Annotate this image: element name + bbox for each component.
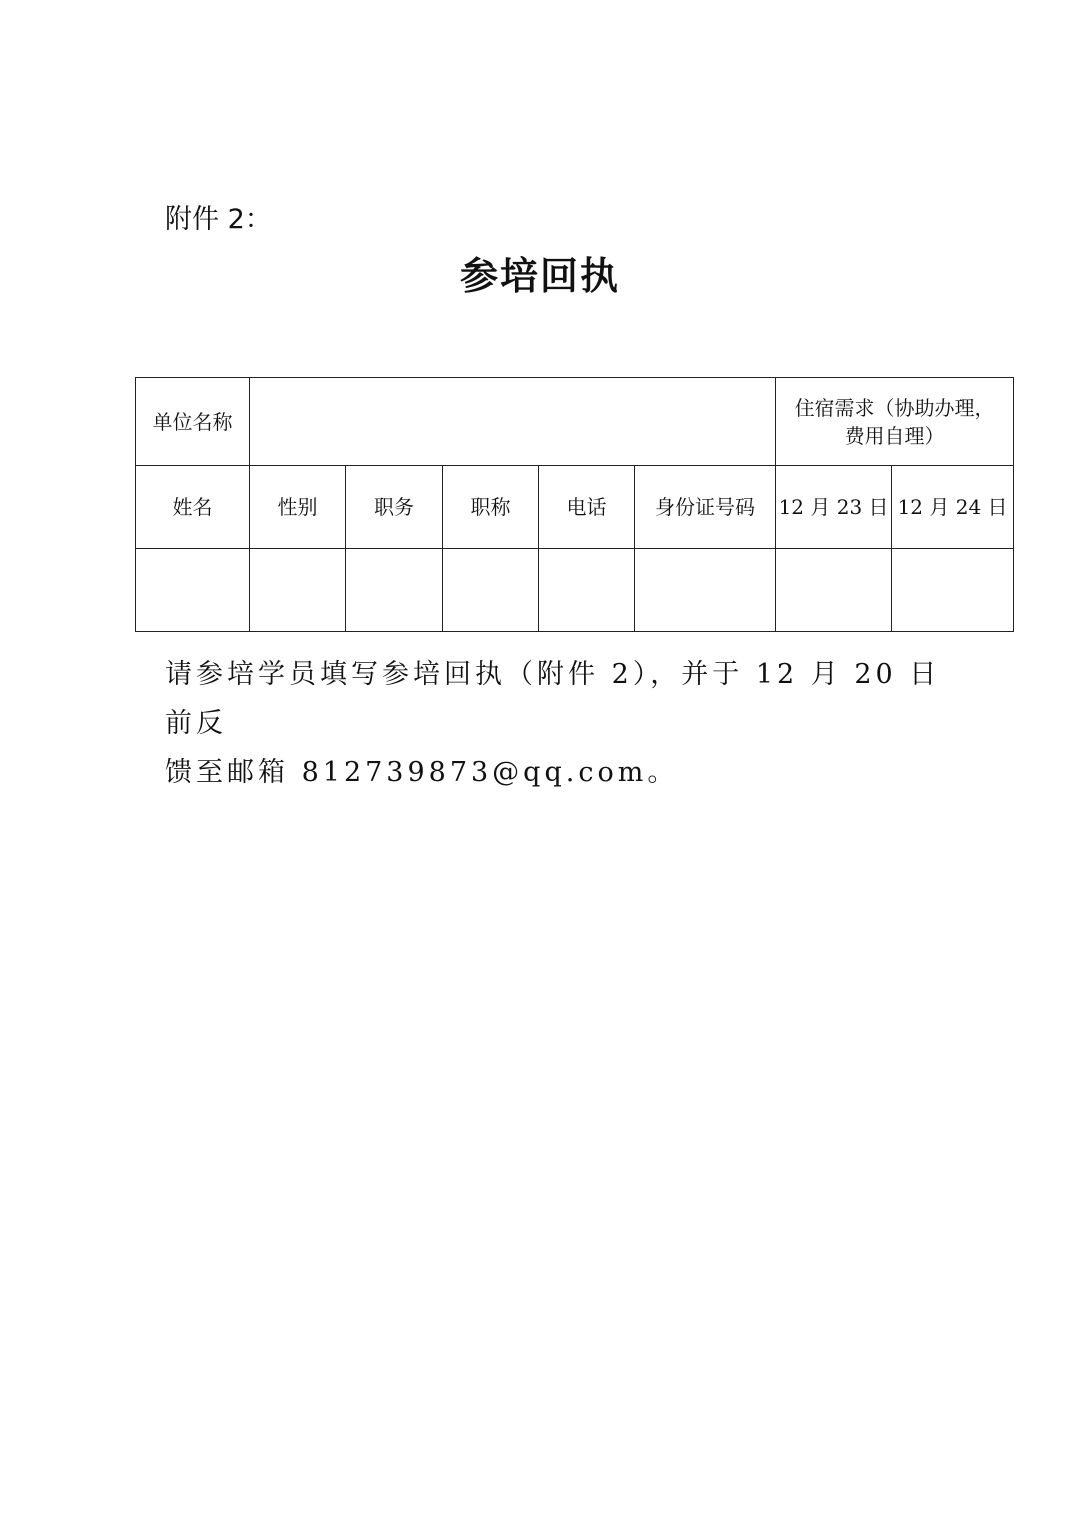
notice-line-1: 请参培学员填写参培回执（附件 2），并于 12 月 20 日前反: [165, 659, 941, 739]
dec-23-field[interactable]: [776, 549, 892, 632]
submission-notice: [165, 650, 945, 797]
name-field[interactable]: [136, 549, 250, 632]
header-id-number: 身份证号码: [635, 466, 776, 549]
receipt-table: [135, 377, 1014, 632]
gender-field[interactable]: [250, 549, 346, 632]
header-phone: 电话: [539, 466, 635, 549]
header-dec-23: 12 月 23 日: [776, 466, 892, 549]
notice-line-2: 馈至邮箱 812739873@qq.com。: [165, 757, 679, 788]
unit-name-label: 单位名称: [136, 378, 250, 466]
unit-row: [136, 378, 1014, 466]
position-field[interactable]: [346, 549, 443, 632]
document-title: 参培回执: [459, 254, 620, 298]
lodging-need-label-line2: 费用自理）: [844, 423, 945, 448]
phone-field[interactable]: [539, 549, 635, 632]
header-gender: 性别: [250, 466, 346, 549]
column-header-row: [136, 466, 1014, 549]
header-title: 职称: [443, 466, 539, 549]
title-field[interactable]: [443, 549, 539, 632]
unit-name-field[interactable]: [250, 378, 776, 466]
lodging-need-label: [776, 378, 1014, 466]
table-row: [136, 549, 1014, 632]
header-position: 职务: [346, 466, 443, 549]
dec-24-field[interactable]: [892, 549, 1014, 632]
id-number-field[interactable]: [635, 549, 776, 632]
header-dec-24: 12 月 24 日: [892, 466, 1014, 549]
header-name: 姓名: [136, 466, 250, 549]
lodging-need-label-line1: 住宿需求（协助办理，: [794, 395, 995, 420]
attachment-label: 附件 2：: [165, 204, 272, 235]
